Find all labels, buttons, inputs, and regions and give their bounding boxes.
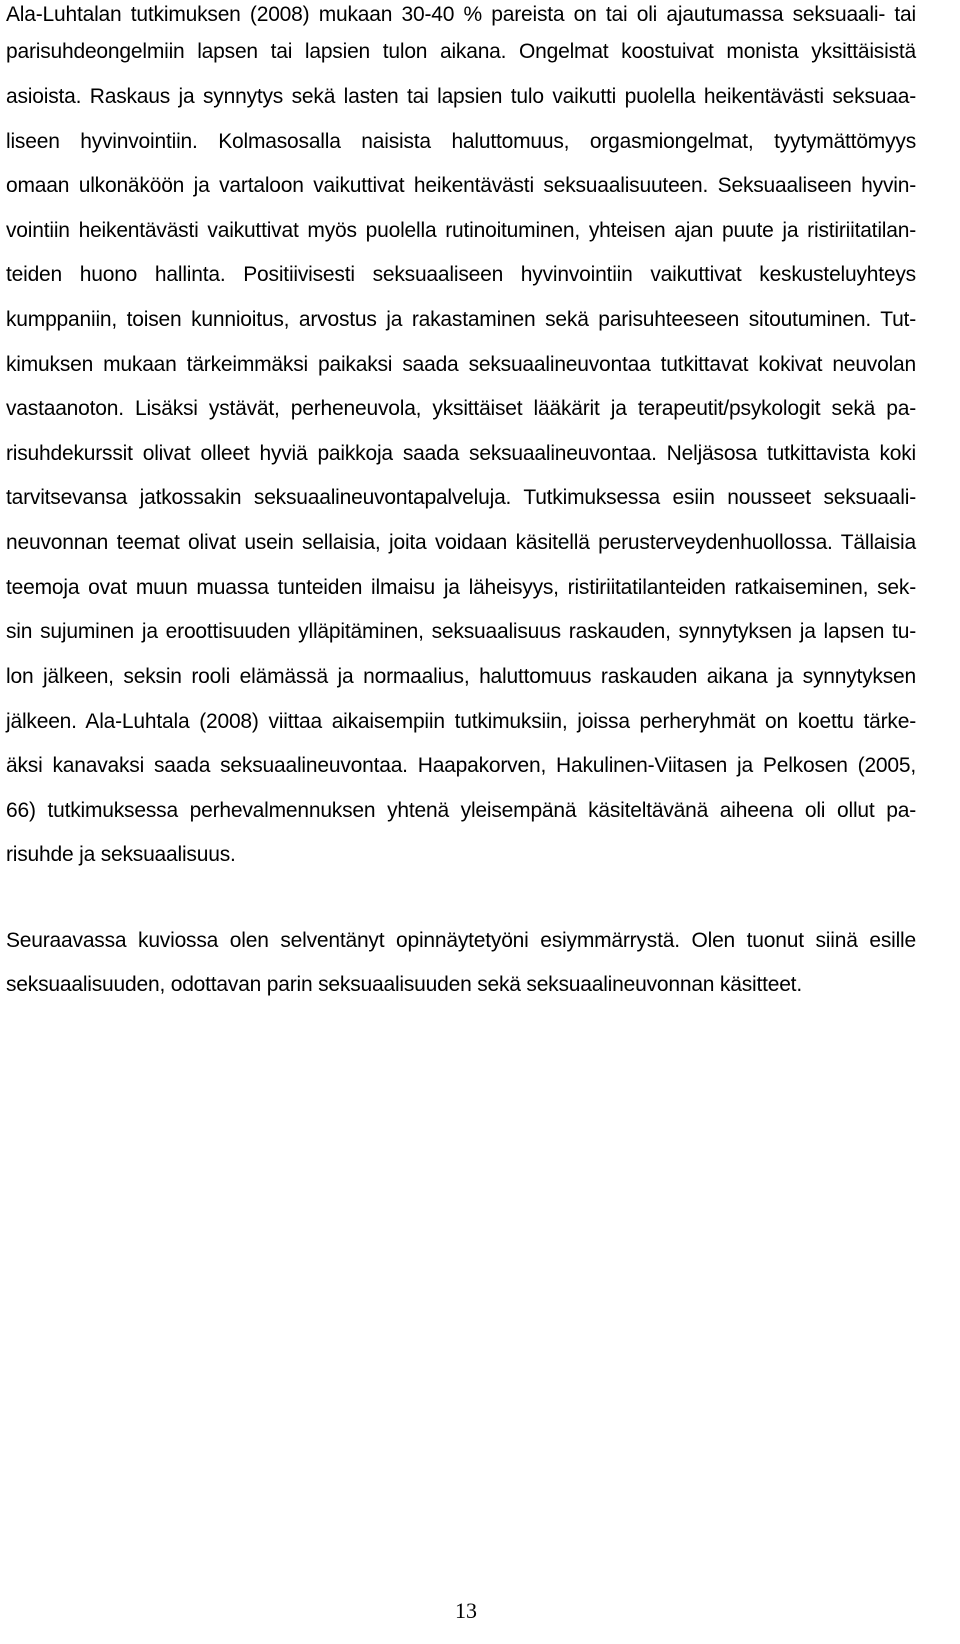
text-line: tarvitsevansa jatkossakin seksuaalineuvontapalveluja. Tutkimuksessa esiin nousseet seksuaali- bbox=[6, 486, 916, 509]
text-line: asioista. Raskaus ja synnytys sekä lasten tai lapsien tulo vaikutti puolella heikentävästi seksuaa- bbox=[6, 85, 916, 108]
text-line: teiden huono hallinta. Positiivisesti seksuaaliseen hyvinvointiin vaikuttivat keskusteluyhteys bbox=[6, 263, 916, 286]
text-line: seksuaalisuuden, odottavan parin seksuaalisuuden sekä seksuaalineuvonnan käsitteet. bbox=[6, 973, 802, 996]
text-line: jälkeen. Ala-Luhtala (2008) viittaa aikaisempiin tutkimuksiin, joissa perheryhmät on koettu tärke- bbox=[6, 710, 916, 733]
text-line: teemoja ovat muun muassa tunteiden ilmaisu ja läheisyys, ristiriitatilanteiden ratkaiseminen, sek- bbox=[6, 576, 916, 599]
text-line: parisuhdeongelmiin lapsen tai lapsien tulon aikana. Ongelmat koostuivat monista yksittäisistä bbox=[6, 40, 916, 63]
text-line: Seuraavassa kuviossa olen selventänyt opinnäytetyöni esiymmärrystä. Olen tuonut siinä esille bbox=[6, 929, 916, 952]
text-line: sin sujuminen ja eroottisuuden ylläpitäminen, seksuaalisuus raskauden, synnytyksen ja lapsen tu- bbox=[6, 620, 916, 643]
text-line: risuhde ja seksuaalisuus. bbox=[6, 843, 236, 866]
text-line: Ala-Luhtalan tutkimuksen (2008) mukaan 30-40 % pareista on tai oli ajautumassa seksuaali- tai bbox=[6, 3, 916, 26]
text-line: äksi kanavaksi saada seksuaalineuvontaa. Haapakorven, Hakulinen-Viitasen ja Pelkosen (2005, bbox=[6, 754, 916, 777]
text-line: kimuksen mukaan tärkeimmäksi paikaksi saada seksuaalineuvontaa tutkittavat kokivat neuvolan bbox=[6, 353, 916, 376]
text-line: omaan ulkonäköön ja vartaloon vaikuttivat heikentävästi seksuaalisuuteen. Seksuaaliseen hyvin- bbox=[6, 174, 916, 197]
text-line: liseen hyvinvointiin. Kolmasosalla naisista haluttomuus, orgasmiongelmat, tyytymättömyys bbox=[6, 130, 916, 153]
text-line: vointiin heikentävästi vaikuttivat myös puolella rutinoituminen, yhteisen ajan puute ja ristiriitatilan- bbox=[6, 219, 916, 242]
page-number: 13 bbox=[455, 1598, 477, 1623]
text-line: neuvonnan teemat olivat usein sellaisia, joita voidaan käsitellä perusterveydenhuollossa. Tällaisia bbox=[6, 531, 916, 554]
text-line: risuhdekurssit olivat olleet hyviä paikkoja saada seksuaalineuvontaa. Neljäsosa tutkittavista koki bbox=[6, 442, 916, 465]
text-line: kumppaniin, toisen kunnioitus, arvostus ja rakastaminen sekä parisuhteeseen sitoutuminen. Tut- bbox=[6, 308, 916, 331]
text-line: lon jälkeen, seksin rooli elämässä ja normaalius, haluttomuus raskauden aikana ja synnytyksen bbox=[6, 665, 916, 688]
text-line: vastaanoton. Lisäksi ystävät, perheneuvola, yksittäiset lääkärit ja terapeutit/psykologit sekä pa- bbox=[6, 397, 916, 420]
text-line: 66) tutkimuksessa perhevalmennuksen yhtenä yleisempänä käsiteltävänä aiheena oli ollut pa- bbox=[6, 799, 916, 822]
